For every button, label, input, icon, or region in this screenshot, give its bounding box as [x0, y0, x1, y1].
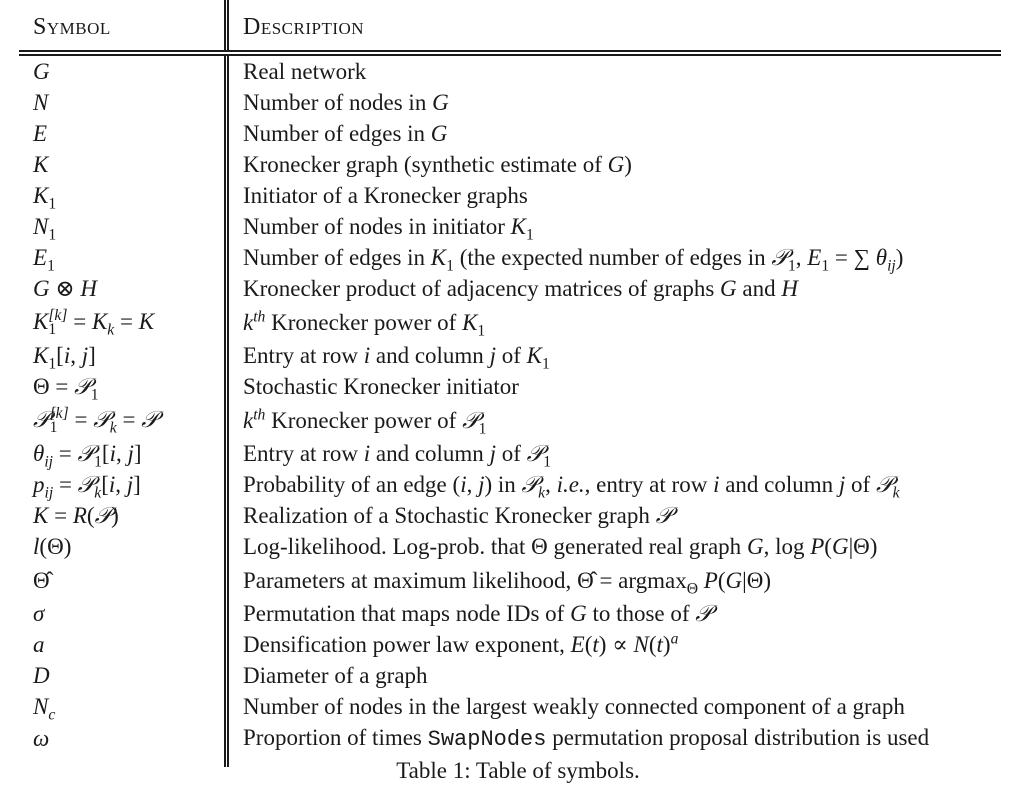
table-row: [19, 180, 1001, 211]
operator: ⊗: [49, 276, 81, 301]
table-row: [19, 562, 1001, 598]
math-var: i: [460, 472, 467, 497]
symbol: ω: [33, 726, 50, 751]
description-text: Parameters at maximum likelihood,: [243, 567, 578, 593]
math-var: K: [526, 343, 542, 368]
description-text: , entry at row: [584, 472, 714, 497]
equals: =: [67, 308, 92, 334]
math-var: G: [720, 276, 737, 301]
subscript: ij: [44, 484, 54, 502]
subscript: k: [109, 419, 117, 437]
description-text: (: [648, 632, 657, 657]
equals: =: [48, 503, 73, 528]
math-var: E: [570, 632, 585, 657]
symbol: 𝒫: [94, 503, 112, 528]
description-text: and: [736, 276, 782, 301]
description-text: Entry at row: [243, 343, 364, 368]
subscript: 1: [787, 257, 796, 275]
description-text: Probability of an edge: [243, 472, 453, 497]
description: Diameter of a graph: [243, 663, 428, 688]
symbol-cell: [19, 242, 227, 273]
symbol-cell: [19, 500, 227, 531]
math-var: j: [81, 343, 89, 368]
symbol-cell: [19, 598, 227, 629]
math-var: Θ: [531, 534, 548, 559]
table-row: [19, 340, 1001, 371]
math-var: j: [478, 472, 485, 497]
description-text: Entry at row: [243, 441, 364, 466]
math-var: 𝒫: [521, 472, 539, 497]
description-text: Log-likelihood. Log-prob. that: [243, 534, 532, 559]
symbol: K: [33, 308, 49, 334]
description-text: of: [845, 472, 876, 497]
table-row: [19, 242, 1001, 273]
symbol-cell: [19, 660, 227, 691]
math-var: θ: [875, 245, 888, 270]
description-cell: [227, 211, 1002, 242]
subscript: 1: [446, 257, 454, 275]
subscript: ij: [44, 453, 53, 471]
symbol: p: [33, 472, 45, 497]
description-text: ): [624, 152, 632, 177]
symbol-cell: [19, 629, 227, 660]
description-text: ,: [545, 472, 557, 497]
description-text: in: [492, 472, 522, 497]
subscript: k: [94, 484, 102, 502]
math-var: P: [703, 567, 718, 593]
description-text: (: [717, 567, 726, 593]
math-var: j: [126, 472, 134, 497]
subscript: k: [107, 321, 115, 339]
description-text: , log: [763, 534, 811, 559]
superscript: a: [670, 630, 679, 648]
description-text: of: [495, 343, 527, 368]
bracket: ]: [133, 472, 141, 497]
subscript: 1: [47, 257, 55, 275]
header-description: Description: [243, 13, 365, 40]
description-text: ) ∝: [598, 632, 634, 657]
description-cell: [227, 438, 1002, 469]
symbol-cell: [19, 211, 227, 242]
symbol-cell: [19, 118, 227, 149]
subscript: Θ: [686, 580, 699, 598]
symbol: Θ: [47, 534, 64, 559]
math-var: K: [510, 214, 526, 239]
symbol: N: [33, 214, 49, 239]
symbol: R: [72, 503, 87, 528]
math-var: i: [363, 343, 371, 368]
math-var: i: [63, 343, 71, 368]
symbol-cell: [19, 402, 227, 438]
description-cell: [227, 149, 1002, 180]
math-var: 𝒫: [771, 245, 788, 270]
description-text: to those of: [586, 601, 696, 626]
description-cell: [227, 469, 1002, 500]
description-text: Kronecker graph (synthetic estimate of: [243, 152, 608, 177]
math-var: i: [713, 472, 720, 497]
description-text: ,: [795, 245, 808, 270]
ie-abbrev: i.e.: [556, 472, 585, 497]
table-row: [19, 402, 1001, 438]
symbol: E: [33, 245, 48, 270]
table-row: [19, 87, 1001, 118]
table-row: [19, 531, 1001, 562]
math-var: i: [108, 472, 116, 497]
paren: ): [484, 472, 493, 497]
description-text: (: [824, 534, 832, 559]
symbol: G: [33, 276, 50, 301]
table-row: [19, 691, 1001, 722]
symbol-cell: [19, 180, 227, 211]
description-cell: [227, 340, 1002, 371]
symbol-cell: [19, 438, 227, 469]
description-cell: [227, 87, 1002, 118]
header-row: [19, 0, 1001, 53]
bracket: [: [56, 343, 64, 368]
subscript: 1: [477, 322, 486, 340]
description: Initiator of a Kronecker graphs: [243, 183, 528, 208]
description-cell: [227, 273, 1002, 304]
symbol-cell: [19, 469, 227, 500]
description: Real network: [243, 59, 367, 84]
math-var: j: [489, 343, 496, 368]
description-cell: [227, 629, 1002, 660]
description-text: Proportion of times: [243, 725, 428, 750]
symbol: N: [33, 694, 49, 719]
equals: =: [49, 374, 75, 399]
description-text: |Θ): [848, 534, 878, 559]
subscript: 1: [48, 195, 57, 213]
description-text: = ∑: [829, 245, 876, 270]
table-row: [19, 211, 1001, 242]
description-cell: [227, 53, 1002, 87]
description-cell: [227, 500, 1002, 531]
math-var: k: [243, 407, 254, 433]
symbol: K: [138, 308, 155, 334]
subscript: c: [48, 706, 56, 724]
math-var: G: [570, 601, 587, 626]
subscript: 1: [543, 453, 552, 471]
subscript: 1: [541, 355, 550, 373]
superscript: [k]: [48, 306, 68, 324]
symbol: θ: [33, 441, 45, 466]
table-row: [19, 722, 1001, 755]
comma: ,: [70, 343, 82, 368]
comma: ,: [115, 441, 128, 466]
symbol-cell: [19, 531, 227, 562]
comma: ,: [466, 472, 479, 497]
symbol-cell: [19, 562, 227, 598]
description-cell: [227, 304, 1002, 340]
math-var: G: [607, 152, 625, 177]
superscript: th: [253, 405, 266, 423]
subscript: 1: [48, 355, 57, 373]
symbol: σ: [33, 601, 45, 626]
symbol: a: [33, 632, 45, 657]
superscript: th: [253, 307, 266, 325]
table-row: [19, 598, 1001, 629]
description-text: ): [662, 632, 671, 657]
description-cell: [227, 660, 1002, 691]
description-text: and column: [719, 472, 839, 497]
description-cell: [227, 531, 1002, 562]
table-row: [19, 500, 1001, 531]
symbol: K: [33, 152, 49, 177]
symbol: Θ: [33, 374, 50, 399]
header-symbol: Symbol: [19, 0, 227, 53]
equals: =: [116, 406, 142, 432]
paren: ): [63, 534, 72, 559]
description-text: and column: [370, 441, 490, 466]
table-row: [19, 304, 1001, 340]
description-text: (: [584, 632, 593, 657]
description-text: Number of edges in: [243, 121, 431, 146]
description-cell: [227, 118, 1002, 149]
symbol: Θ̂: [33, 567, 50, 593]
description-text: generated real graph: [547, 534, 747, 559]
math-var: P: [810, 534, 825, 559]
superscript: [k]: [49, 404, 69, 422]
table-caption: Table 1: Table of symbols.: [396, 758, 640, 783]
math-var: 𝒫: [526, 441, 544, 466]
math-var: 𝒫: [695, 601, 712, 626]
equals: =: [68, 406, 94, 432]
symbol-cell: [19, 371, 227, 402]
math-var: t: [656, 632, 663, 657]
description-cell: [227, 722, 1002, 755]
description-text: Densification power law exponent,: [243, 632, 571, 657]
description-cell: [227, 562, 1002, 598]
table-row: [19, 371, 1001, 402]
symbol: K: [91, 308, 108, 334]
bracket: ]: [88, 343, 96, 368]
description-text: = argmax: [593, 567, 687, 593]
table-row: [19, 469, 1001, 500]
paren: ): [111, 503, 119, 528]
description-text: of: [495, 441, 527, 466]
subscript: 1: [48, 226, 57, 244]
description-text: Number of edges in: [243, 245, 431, 270]
description-text: permutation proposal distribution is used: [546, 725, 930, 750]
description-text: (the expected number of edges in: [453, 245, 772, 270]
symbol: l: [33, 534, 40, 559]
description-text: Kronecker power of: [265, 407, 463, 433]
symbol: 𝒫: [77, 441, 95, 466]
subscript: 1: [48, 321, 57, 339]
symbol: K: [33, 503, 49, 528]
subscript: k: [538, 484, 546, 502]
symbol: G: [33, 59, 50, 84]
table-row: [19, 53, 1001, 87]
math-var: G: [831, 534, 849, 559]
symbol-cell: [19, 304, 227, 340]
equals: =: [114, 308, 139, 334]
subscript: 1: [94, 453, 102, 471]
table-row: [19, 149, 1001, 180]
description-text: Number of nodes in: [243, 90, 433, 115]
symbol: 𝒫: [93, 406, 110, 432]
table-row: [19, 660, 1001, 691]
symbol: K: [33, 343, 49, 368]
symbol: K: [33, 183, 49, 208]
symbol: E: [33, 121, 48, 146]
paren: (: [452, 472, 461, 497]
bracket: ]: [133, 441, 142, 466]
math-var: G: [432, 90, 449, 115]
symbol-cell: [19, 691, 227, 722]
description-cell: [227, 598, 1002, 629]
symbol: N: [33, 90, 49, 115]
symbol-cell: [19, 53, 227, 87]
description-text: Permutation that maps node IDs of: [243, 601, 571, 626]
symbol-cell: [19, 149, 227, 180]
math-var: Θ̂: [577, 567, 594, 593]
symbol-cell: [19, 273, 227, 304]
description-text: Kronecker product of adjacency matrices of graphs: [243, 276, 721, 301]
subscript: 1: [90, 386, 99, 404]
subscript: ij: [887, 257, 896, 275]
math-var: 𝒫: [462, 407, 479, 433]
math-var: G: [746, 534, 764, 559]
symbol-cell: [19, 340, 227, 371]
symbol: D: [33, 663, 50, 688]
description-cell: [227, 242, 1002, 273]
math-var: E: [807, 245, 822, 270]
math-var: i: [363, 441, 371, 466]
math-var: t: [592, 632, 599, 657]
math-var: 𝒫: [655, 503, 673, 528]
math-var: G: [430, 121, 448, 146]
description-text: Realization of a Stochastic Kronecker graph: [243, 503, 656, 528]
symbol-table: [19, 0, 1001, 767]
symbol-cell: [19, 722, 227, 755]
symbol-table-container: [19, 0, 1001, 767]
table-row: [19, 273, 1001, 304]
paren: (: [39, 534, 48, 559]
equals: =: [53, 472, 78, 497]
subscript: k: [892, 484, 900, 502]
table-row: [19, 438, 1001, 469]
math-var: G: [725, 567, 743, 593]
math-var: K: [462, 309, 478, 335]
symbol: H: [80, 276, 98, 301]
description-cell: [227, 691, 1002, 722]
description: Number of nodes in the largest weakly connected component of a graph: [243, 694, 905, 719]
math-var: k: [243, 309, 254, 335]
code-term: SwapNodes: [427, 727, 547, 752]
description-text: Number of nodes in initiator: [243, 214, 511, 239]
bracket: [: [101, 441, 110, 466]
math-var: H: [781, 276, 799, 301]
subscript: 1: [478, 420, 487, 438]
table-row: [19, 629, 1001, 660]
equals: =: [53, 441, 78, 466]
description-cell: [227, 180, 1002, 211]
subscript: 1: [49, 419, 58, 437]
math-var: j: [489, 441, 496, 466]
symbol: 𝒫: [33, 406, 50, 432]
description: Stochastic Kronecker initiator: [243, 374, 519, 399]
paren: (: [86, 503, 95, 528]
subscript: 1: [821, 257, 830, 275]
bracket: [: [101, 472, 109, 497]
description-text: Kronecker power of: [265, 309, 463, 335]
math-var: 𝒫: [875, 472, 893, 497]
description-cell: [227, 402, 1002, 438]
description-text: and column: [370, 343, 490, 368]
math-var: j: [127, 441, 134, 466]
subscript: 1: [526, 226, 534, 244]
symbol: 𝒫: [74, 374, 91, 399]
math-var: N: [633, 632, 649, 657]
symbol: 𝒫: [77, 472, 95, 497]
comma: ,: [115, 472, 127, 497]
symbol: 𝒫: [141, 406, 158, 432]
description-text: |Θ): [742, 567, 771, 593]
math-var: K: [430, 245, 447, 270]
table-row: [19, 118, 1001, 149]
math-var: j: [838, 472, 846, 497]
description-cell: [227, 371, 1002, 402]
math-var: i: [109, 441, 116, 466]
description-text: ): [895, 245, 904, 270]
symbol-cell: [19, 87, 227, 118]
